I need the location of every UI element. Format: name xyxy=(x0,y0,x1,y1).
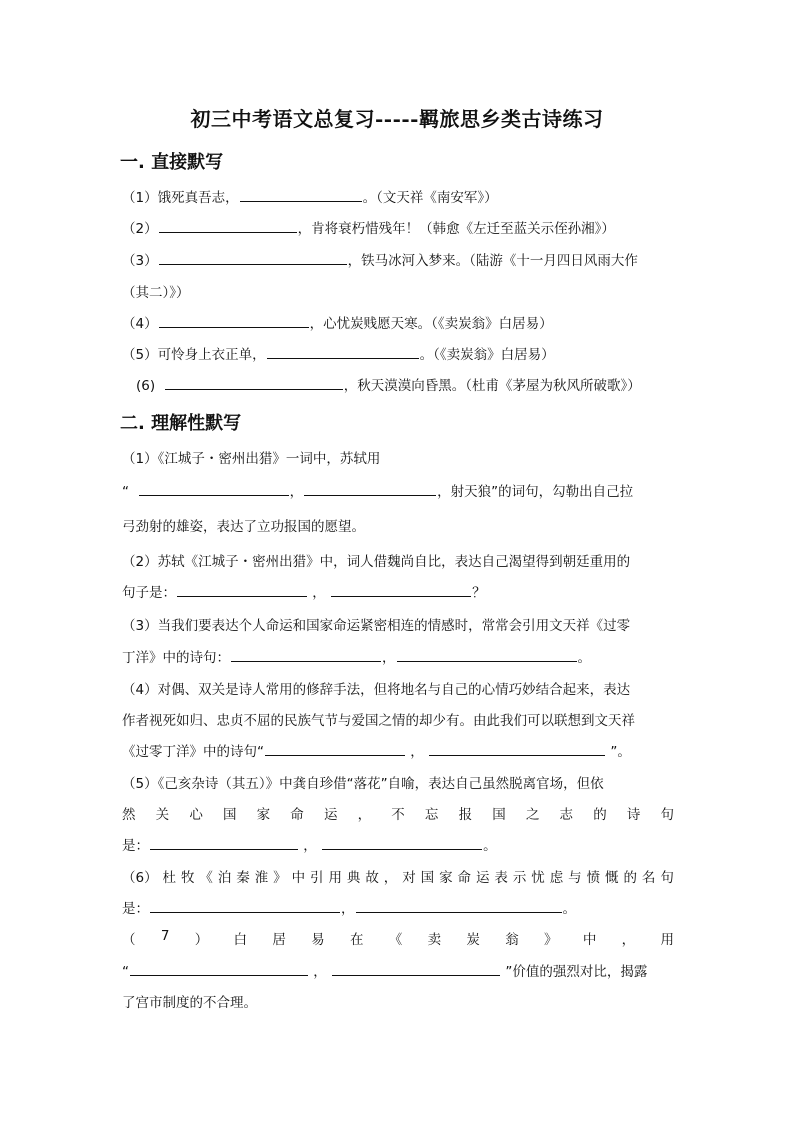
s1-question-6: (6) ，秋天漠漠向昏黑。（杜甫《茅屋为秋风所破歌》） xyxy=(136,374,641,394)
answer-blank[interactable] xyxy=(322,835,482,850)
answer-blank[interactable] xyxy=(267,344,419,359)
answer-blank[interactable] xyxy=(159,218,297,233)
s2-question-4: （4）对偶、双关是诗人常用的修辞手法，但将地名与自己的心情巧妙结合起来，表达 xyxy=(122,682,631,698)
s2-question-2: （2）苏轼《江城子・密州出猎》中，词人借魏尚自比，表达自己渴望得到朝廷重用的 xyxy=(122,554,631,570)
s2-question-7-cont: 了宫市制度的不合理。 xyxy=(122,995,257,1011)
s1-question-3: （3） ，铁马冰河入梦来。（陆游《十一月四日风雨大作 xyxy=(122,249,638,269)
s2-question-5: （5）《己亥杂诗（其五）》中龚自珍借“落花”自喻，表达自己虽然脱离官场，但依 xyxy=(122,776,604,792)
s2-question-1-answer-line: “ ， ，射天狼”的词句，勾勒出自己拉 xyxy=(122,480,633,500)
section1-heading: 一. 直接默写 xyxy=(120,152,224,173)
s2-question-6-answer-line: 是： ， 。 xyxy=(122,897,576,917)
s2-question-1-cont: 弓劲射的雄姿，表达了立功报国的愿望。 xyxy=(122,519,365,535)
answer-blank[interactable] xyxy=(240,187,362,202)
s1-question-4: （4） ，心忧炭贱愿天寒。（《卖炭翁》白居易） xyxy=(122,312,553,332)
answer-blank[interactable] xyxy=(150,835,298,850)
answer-blank[interactable] xyxy=(130,961,308,976)
answer-blank[interactable] xyxy=(265,741,405,756)
answer-blank[interactable] xyxy=(332,961,500,976)
s2-question-5-answer-line: 是： ， 。 xyxy=(122,834,497,854)
answer-blank[interactable] xyxy=(159,313,309,328)
answer-blank[interactable] xyxy=(165,375,343,390)
answer-blank[interactable] xyxy=(304,481,436,496)
answer-blank[interactable] xyxy=(139,481,289,496)
s2-question-3-answer-line: 丁洋》中的诗句： ， 。 xyxy=(122,646,591,666)
s2-question-1: （1）《江城子・密州出猎》一词中，苏轼用 xyxy=(122,451,381,467)
answer-blank[interactable] xyxy=(177,582,307,597)
s2-question-2-answer-line: 句子是： ， ？ xyxy=(122,581,486,601)
s2-question-7: （ 7 ） 白 居 易 在 《 卖 炭 翁 》 中 ， 用 xyxy=(122,928,674,948)
s1-question-2: （2） ，肯将衰朽惜残年！（韩愈《左迁至蓝关示侄孙湘》） xyxy=(122,217,615,237)
answer-blank[interactable] xyxy=(397,647,577,662)
answer-blank[interactable] xyxy=(331,582,471,597)
answer-blank[interactable] xyxy=(429,741,605,756)
answer-blank[interactable] xyxy=(159,250,347,265)
answer-blank[interactable] xyxy=(150,898,340,913)
s2-question-5-line2: 然 关 心 国 家 命 运 ， 不 忘 报 国 之 志 的 诗 句 xyxy=(122,807,674,823)
s2-question-7-answer-line: “ ， ”价值的强烈对比，揭露 xyxy=(122,960,647,980)
answer-blank[interactable] xyxy=(231,647,381,662)
s2-question-4-answer-line: 《过零丁洋》中的诗句“ ， ”。 xyxy=(122,740,631,760)
s1-question-3-cont: （其二）》） xyxy=(122,285,190,301)
s2-question-4-line2: 作者视死如归、忠贞不屈的民族气节与爱国之情的却少有。由此我们可以联想到文天祥 xyxy=(122,713,635,729)
answer-blank[interactable] xyxy=(356,898,562,913)
s1-question-5: （5）可怜身上衣正单， 。（《卖炭翁》白居易） xyxy=(122,343,555,363)
s1-question-1: （1）饿死真吾志， 。（文天祥《南安军》） xyxy=(122,186,498,206)
section2-heading: 二. 理解性默写 xyxy=(120,413,242,434)
page-title: 初三中考语文总复习-----羁旅思乡类古诗练习 xyxy=(190,107,604,131)
s2-question-6: （6） 杜 牧 《 泊 秦 淮 》 中 引 用 典 故 ， 对 国 家 命 运 表 示 忧 虑 与 愤 慨 的 名 句 xyxy=(122,870,674,886)
s2-question-3: （3）当我们要表达个人命运和国家命运紧密相连的情感时，常常会引用文天祥《过零 xyxy=(122,618,631,634)
